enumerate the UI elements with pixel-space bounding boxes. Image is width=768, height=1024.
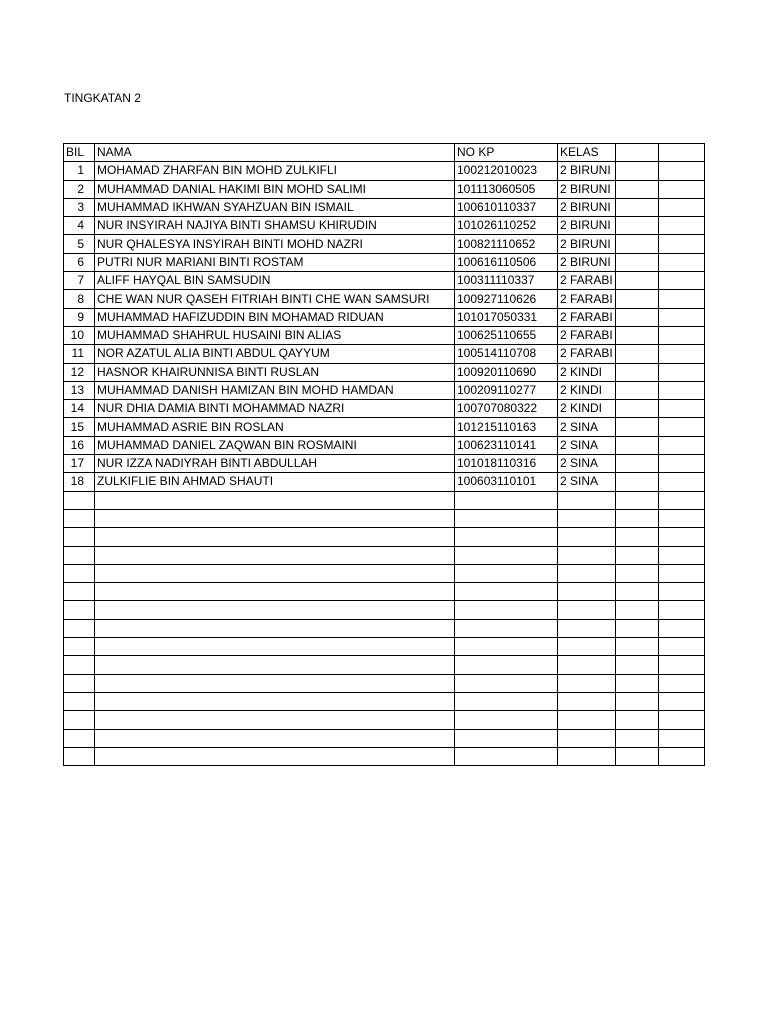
cell-empty (558, 601, 616, 619)
cell-empty (616, 180, 659, 198)
cell-empty (455, 674, 558, 692)
cell-empty (455, 711, 558, 729)
cell-empty (64, 638, 95, 656)
cell-empty (659, 217, 705, 235)
student-roster-table (63, 143, 705, 766)
empty-row (64, 601, 705, 619)
cell-empty (64, 528, 95, 546)
cell-no-kp: 101018110316 (455, 455, 558, 473)
cell-kelas: 2 SINA (558, 418, 616, 436)
cell-no-kp: 100514110708 (455, 345, 558, 363)
cell-kelas: 2 FARABI (558, 326, 616, 344)
cell-empty (455, 619, 558, 637)
cell-kelas: 2 SINA (558, 473, 616, 491)
cell-nama: MUHAMMAD HAFIZUDDIN BIN MOHAMAD RIDUAN (95, 308, 455, 326)
cell-empty (659, 473, 705, 491)
empty-row (64, 564, 705, 582)
cell-empty (616, 473, 659, 491)
cell-empty (455, 509, 558, 527)
empty-row (64, 528, 705, 546)
cell-empty (616, 455, 659, 473)
cell-kelas: 2 SINA (558, 455, 616, 473)
cell-empty (659, 656, 705, 674)
header-nama: NAMA (95, 144, 455, 162)
cell-empty (558, 674, 616, 692)
cell-empty (659, 491, 705, 509)
cell-empty (616, 491, 659, 509)
cell-empty (616, 711, 659, 729)
cell-empty (558, 546, 616, 564)
cell-empty (659, 564, 705, 582)
cell-empty (659, 528, 705, 546)
cell-empty (616, 326, 659, 344)
cell-empty (659, 326, 705, 344)
cell-bil: 11 (64, 345, 95, 363)
empty-row (64, 509, 705, 527)
cell-empty (659, 363, 705, 381)
cell-empty (558, 747, 616, 765)
header-row (64, 144, 705, 162)
cell-empty (616, 162, 659, 180)
cell-bil: 13 (64, 381, 95, 399)
empty-row (64, 656, 705, 674)
cell-empty (95, 583, 455, 601)
cell-empty (616, 253, 659, 271)
cell-kelas: 2 BIRUNI (558, 235, 616, 253)
cell-empty (659, 711, 705, 729)
cell-bil: 5 (64, 235, 95, 253)
table-row (64, 345, 705, 363)
cell-bil: 3 (64, 198, 95, 216)
cell-nama: HASNOR KHAIRUNNISA BINTI RUSLAN (95, 363, 455, 381)
cell-empty (64, 692, 95, 710)
cell-empty (659, 455, 705, 473)
cell-empty (455, 583, 558, 601)
empty-row (64, 674, 705, 692)
cell-empty (659, 162, 705, 180)
cell-empty (95, 638, 455, 656)
cell-empty (558, 692, 616, 710)
cell-empty (659, 583, 705, 601)
header-empty-1 (616, 144, 659, 162)
cell-empty (616, 198, 659, 216)
cell-empty (659, 619, 705, 637)
cell-nama: MUHAMMAD IKHWAN SYAHZUAN BIN ISMAIL (95, 198, 455, 216)
table-row (64, 363, 705, 381)
empty-row (64, 491, 705, 509)
cell-nama: ZULKIFLIE BIN AHMAD SHAUTI (95, 473, 455, 491)
cell-empty (659, 272, 705, 290)
cell-empty (659, 436, 705, 454)
empty-row (64, 729, 705, 747)
cell-kelas: 2 BIRUNI (558, 198, 616, 216)
cell-nama: NUR INSYIRAH NAJIYA BINTI SHAMSU KHIRUDIN (95, 217, 455, 235)
header-empty-2 (659, 144, 705, 162)
cell-kelas: 2 SINA (558, 436, 616, 454)
cell-no-kp: 100212010023 (455, 162, 558, 180)
cell-bil: 4 (64, 217, 95, 235)
empty-row (64, 546, 705, 564)
cell-empty (616, 619, 659, 637)
table-row (64, 272, 705, 290)
empty-row (64, 583, 705, 601)
cell-no-kp: 101017050331 (455, 308, 558, 326)
cell-empty (616, 601, 659, 619)
cell-empty (616, 546, 659, 564)
table-row (64, 455, 705, 473)
cell-empty (64, 674, 95, 692)
cell-empty (616, 656, 659, 674)
table-row (64, 400, 705, 418)
cell-empty (659, 308, 705, 326)
cell-empty (95, 619, 455, 637)
cell-empty (64, 729, 95, 747)
cell-empty (455, 601, 558, 619)
cell-empty (95, 692, 455, 710)
cell-empty (95, 711, 455, 729)
cell-empty (616, 272, 659, 290)
cell-empty (95, 528, 455, 546)
cell-kelas: 2 BIRUNI (558, 180, 616, 198)
cell-empty (659, 601, 705, 619)
cell-bil: 14 (64, 400, 95, 418)
cell-empty (95, 674, 455, 692)
cell-empty (95, 564, 455, 582)
cell-kelas: 2 FARABI (558, 290, 616, 308)
cell-kelas: 2 FARABI (558, 272, 616, 290)
cell-kelas: 2 KINDI (558, 381, 616, 399)
cell-empty (558, 638, 616, 656)
cell-empty (95, 656, 455, 674)
header-bil: BIL (64, 144, 95, 162)
cell-empty (558, 583, 616, 601)
cell-bil: 16 (64, 436, 95, 454)
cell-empty (455, 656, 558, 674)
cell-empty (455, 747, 558, 765)
cell-empty (659, 509, 705, 527)
cell-bil: 8 (64, 290, 95, 308)
cell-empty (659, 253, 705, 271)
empty-row (64, 638, 705, 656)
table-row (64, 326, 705, 344)
cell-empty (659, 400, 705, 418)
cell-empty (64, 656, 95, 674)
cell-nama: MUHAMMAD ASRIE BIN ROSLAN (95, 418, 455, 436)
empty-row (64, 711, 705, 729)
cell-empty (659, 381, 705, 399)
table-row (64, 253, 705, 271)
cell-bil: 1 (64, 162, 95, 180)
cell-no-kp: 100927110626 (455, 290, 558, 308)
cell-empty (95, 747, 455, 765)
cell-nama: ALIFF HAYQAL BIN SAMSUDIN (95, 272, 455, 290)
cell-empty (558, 656, 616, 674)
cell-empty (64, 711, 95, 729)
cell-bil: 9 (64, 308, 95, 326)
cell-empty (455, 546, 558, 564)
cell-empty (616, 345, 659, 363)
cell-no-kp: 100603110101 (455, 473, 558, 491)
table-row (64, 162, 705, 180)
cell-empty (64, 583, 95, 601)
cell-kelas: 2 KINDI (558, 400, 616, 418)
cell-empty (659, 729, 705, 747)
cell-nama: MUHAMMAD DANIEL ZAQWAN BIN ROSMAINI (95, 436, 455, 454)
cell-bil: 12 (64, 363, 95, 381)
cell-nama: NUR QHALESYA INSYIRAH BINTI MOHD NAZRI (95, 235, 455, 253)
cell-kelas: 2 FARABI (558, 308, 616, 326)
table-row (64, 381, 705, 399)
cell-empty (95, 729, 455, 747)
cell-empty (64, 619, 95, 637)
cell-empty (659, 674, 705, 692)
cell-empty (616, 418, 659, 436)
cell-nama: MOHAMAD ZHARFAN BIN MOHD ZULKIFLI (95, 162, 455, 180)
cell-nama: NOR AZATUL ALIA BINTI ABDUL QAYYUM (95, 345, 455, 363)
cell-empty (455, 528, 558, 546)
cell-empty (455, 491, 558, 509)
cell-empty (659, 290, 705, 308)
cell-kelas: 2 BIRUNI (558, 217, 616, 235)
cell-empty (616, 436, 659, 454)
cell-empty (95, 509, 455, 527)
cell-kelas: 2 BIRUNI (558, 162, 616, 180)
cell-nama: PUTRI NUR MARIANI BINTI ROSTAM (95, 253, 455, 271)
empty-row (64, 747, 705, 765)
table-row (64, 473, 705, 491)
cell-empty (558, 564, 616, 582)
cell-kelas: 2 FARABI (558, 345, 616, 363)
cell-empty (616, 308, 659, 326)
cell-no-kp: 100821110652 (455, 235, 558, 253)
cell-bil: 15 (64, 418, 95, 436)
header-kelas: KELAS (558, 144, 616, 162)
table-row (64, 235, 705, 253)
cell-empty (558, 491, 616, 509)
cell-empty (616, 290, 659, 308)
sheet-title: TINGKATAN 2 (64, 91, 141, 105)
cell-empty (659, 638, 705, 656)
cell-empty (558, 509, 616, 527)
cell-no-kp: 100623110141 (455, 436, 558, 454)
cell-empty (455, 729, 558, 747)
cell-empty (64, 747, 95, 765)
cell-empty (616, 638, 659, 656)
cell-empty (455, 564, 558, 582)
cell-nama: MUHAMMAD SHAHRUL HUSAINI BIN ALIAS (95, 326, 455, 344)
cell-empty (659, 418, 705, 436)
cell-empty (64, 491, 95, 509)
cell-empty (659, 180, 705, 198)
cell-no-kp: 101113060505 (455, 180, 558, 198)
cell-empty (659, 692, 705, 710)
cell-empty (455, 692, 558, 710)
cell-empty (616, 747, 659, 765)
cell-kelas: 2 KINDI (558, 363, 616, 381)
cell-bil: 17 (64, 455, 95, 473)
table-row (64, 198, 705, 216)
cell-no-kp: 100610110337 (455, 198, 558, 216)
cell-no-kp: 100625110655 (455, 326, 558, 344)
table-row (64, 180, 705, 198)
cell-empty (558, 711, 616, 729)
cell-empty (659, 235, 705, 253)
cell-empty (616, 528, 659, 546)
cell-empty (558, 528, 616, 546)
cell-empty (616, 674, 659, 692)
cell-bil: 18 (64, 473, 95, 491)
cell-empty (616, 564, 659, 582)
cell-empty (659, 546, 705, 564)
cell-nama: MUHAMMAD DANIAL HAKIMI BIN MOHD SALIMI (95, 180, 455, 198)
cell-nama: NUR DHIA DAMIA BINTI MOHAMMAD NAZRI (95, 400, 455, 418)
cell-empty (616, 363, 659, 381)
cell-nama: CHE WAN NUR QASEH FITRIAH BINTI CHE WAN SAMSURI (95, 290, 455, 308)
cell-no-kp: 100616110506 (455, 253, 558, 271)
cell-empty (95, 601, 455, 619)
cell-empty (64, 546, 95, 564)
cell-no-kp: 100920110690 (455, 363, 558, 381)
cell-no-kp: 101215110163 (455, 418, 558, 436)
cell-nama: MUHAMMAD DANISH HAMIZAN BIN MOHD HAMDAN (95, 381, 455, 399)
cell-bil: 10 (64, 326, 95, 344)
empty-row (64, 619, 705, 637)
header-no-kp: NO KP (455, 144, 558, 162)
cell-empty (616, 583, 659, 601)
cell-empty (616, 235, 659, 253)
cell-bil: 6 (64, 253, 95, 271)
cell-empty (558, 729, 616, 747)
cell-bil: 7 (64, 272, 95, 290)
roster-body (64, 144, 705, 766)
table-row (64, 217, 705, 235)
cell-empty (64, 601, 95, 619)
cell-empty (659, 198, 705, 216)
cell-empty (616, 729, 659, 747)
cell-no-kp: 101026110252 (455, 217, 558, 235)
cell-empty (455, 638, 558, 656)
cell-empty (95, 491, 455, 509)
cell-empty (616, 381, 659, 399)
cell-no-kp: 100311110337 (455, 272, 558, 290)
cell-empty (558, 619, 616, 637)
cell-no-kp: 100707080322 (455, 400, 558, 418)
table-row (64, 308, 705, 326)
cell-empty (659, 345, 705, 363)
empty-row (64, 692, 705, 710)
cell-empty (95, 546, 455, 564)
cell-empty (616, 509, 659, 527)
table-row (64, 290, 705, 308)
cell-empty (64, 564, 95, 582)
cell-empty (616, 217, 659, 235)
cell-empty (659, 747, 705, 765)
cell-nama: NUR IZZA NADIYRAH BINTI ABDULLAH (95, 455, 455, 473)
cell-empty (64, 509, 95, 527)
cell-empty (616, 400, 659, 418)
table-row (64, 436, 705, 454)
cell-bil: 2 (64, 180, 95, 198)
cell-empty (616, 692, 659, 710)
cell-no-kp: 100209110277 (455, 381, 558, 399)
cell-kelas: 2 BIRUNI (558, 253, 616, 271)
table-row (64, 418, 705, 436)
